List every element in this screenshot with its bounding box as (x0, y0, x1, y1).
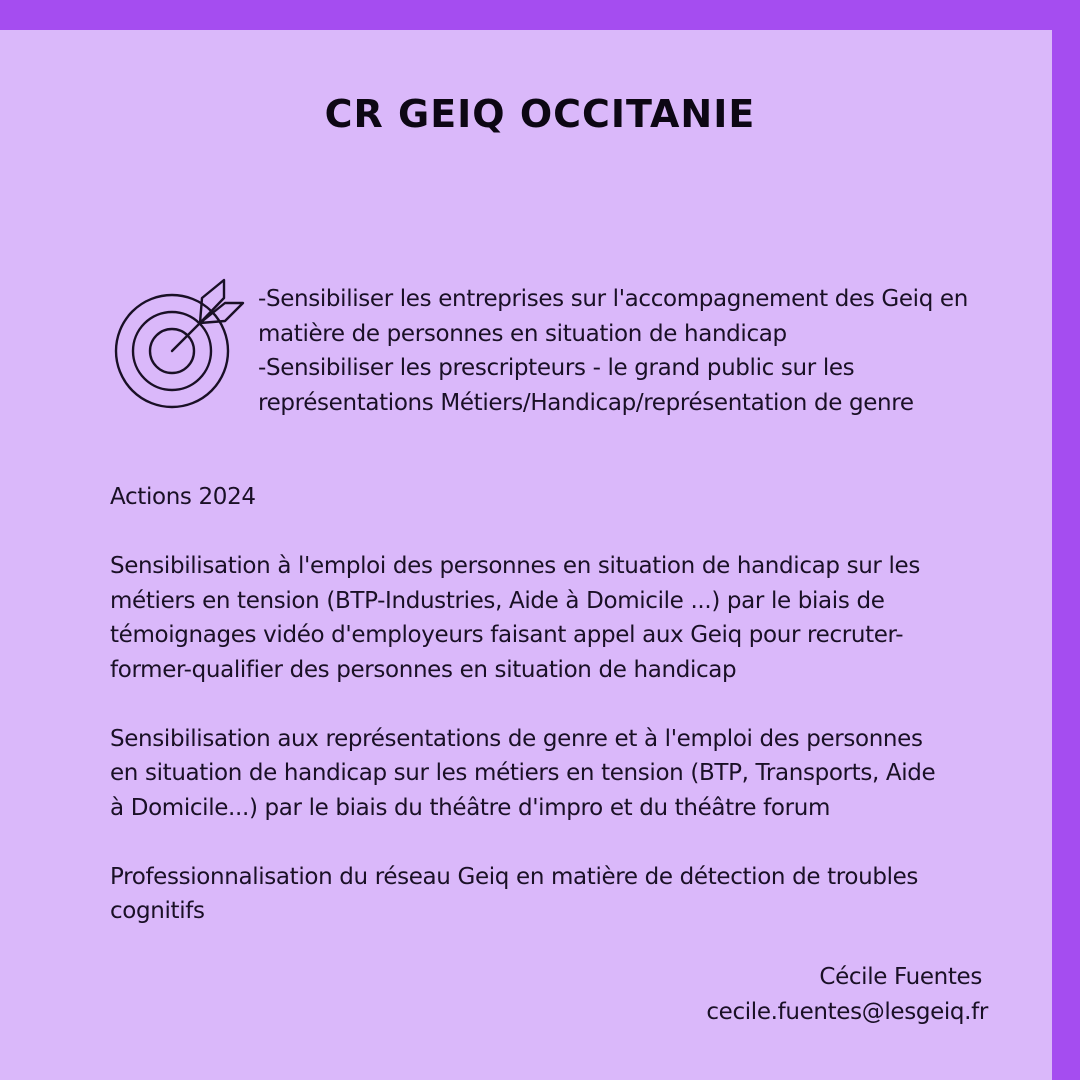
paragraph-gap (110, 687, 1010, 722)
objectives-text (258, 282, 1038, 420)
actions-section (110, 480, 1010, 929)
contact-block (706, 960, 988, 1029)
objective-line: matière de personnes en situation de handicap (258, 320, 787, 347)
objective-line: -Sensibiliser les prescripteurs - le grand public sur les (258, 355, 855, 381)
paragraph-gap (110, 515, 1010, 550)
objective-line: représentations Métiers/Handicap/représentation de genre (258, 389, 914, 416)
action-item: Professionnalisation du réseau Geiq en matière de détection de troubles cognitifs (110, 863, 919, 924)
paragraph-gap (110, 825, 1010, 860)
contact-name: Cécile Fuentes (819, 964, 982, 990)
page-title: CR GEIQ OCCITANIE (324, 92, 756, 136)
actions-heading: Actions 2024 (110, 484, 256, 510)
contact-email[interactable]: cecile.fuentes@lesgeiq.fr (706, 998, 988, 1025)
target-icon (112, 276, 254, 418)
objective-line: -Sensibiliser les entreprises sur l'accompagnement des Geiq en (258, 286, 968, 312)
action-item: Sensibilisation aux représentations de genre et à l'emploi des personnes en situation de handicap sur les métiers en tension (BTP, Transports, Aide à Domicile...) par le biais du théâtre d'impro et du théâtre forum (110, 725, 936, 821)
action-item: Sensibilisation à l'emploi des personnes en situation de handicap sur les métiers en tension (BTP-Industries, Aide à Domicile ...) par le biais de témoignages vidéo d'employeurs faisant appel aux Geiq pour recruter- former-qualifier des personnes en situation de handicap (110, 553, 920, 683)
